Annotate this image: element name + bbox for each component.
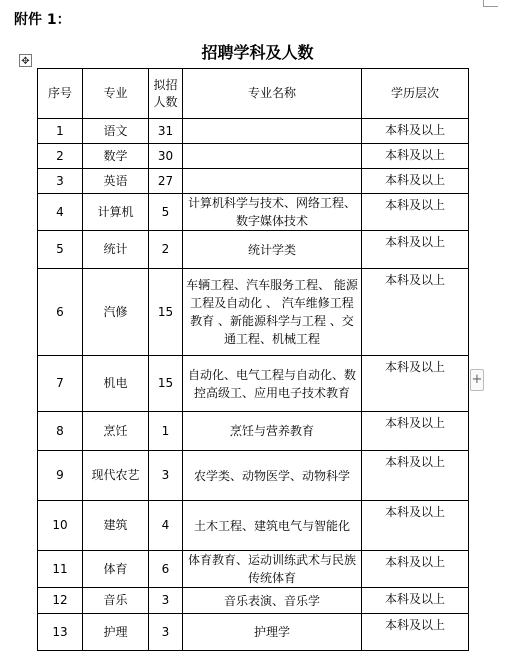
row-number: 9 (38, 451, 83, 501)
row-number: 12 (38, 588, 83, 614)
row-education: 本科及以上 (362, 356, 469, 412)
row-education: 本科及以上 (362, 144, 469, 169)
row-count: 3 (149, 588, 183, 614)
row-education: 本科及以上 (362, 614, 469, 651)
row-major-names: 护理学 (183, 614, 362, 651)
attachment-label: 附件 1： (14, 12, 71, 28)
table-row (38, 588, 469, 614)
row-major: 建筑 (83, 501, 149, 551)
page-title: 招聘学科及人数 (201, 43, 314, 62)
table-row (38, 614, 469, 651)
row-major-names: 体育教育、运动训练武术与民族传统体育 (183, 551, 362, 588)
table-row (38, 412, 469, 451)
col-header-count: 拟招人数 (149, 69, 183, 119)
row-count: 6 (149, 551, 183, 588)
row-number: 6 (38, 269, 83, 356)
row-education: 本科及以上 (362, 451, 469, 501)
row-major: 统计 (83, 231, 149, 269)
row-major: 英语 (83, 169, 149, 194)
row-major: 现代农艺 (83, 451, 149, 501)
row-number: 7 (38, 356, 83, 412)
row-education: 本科及以上 (362, 412, 469, 451)
row-education: 本科及以上 (362, 169, 469, 194)
row-education: 本科及以上 (362, 501, 469, 551)
table-row (38, 231, 469, 269)
row-count: 3 (149, 451, 183, 501)
row-education: 本科及以上 (362, 269, 469, 356)
row-education: 本科及以上 (362, 119, 469, 144)
row-count: 15 (149, 269, 183, 356)
table-move-handle-icon[interactable]: ✥ (19, 54, 32, 67)
row-major-names: 车辆工程、汽车服务工程、 能源工程及自动化 、 汽车维修工程教育 、新能源科学与工程 、交通工程、机械工程 (183, 269, 362, 356)
row-major: 护理 (83, 614, 149, 651)
row-major: 烹饪 (83, 412, 149, 451)
row-count: 2 (149, 231, 183, 269)
row-major-names (183, 169, 362, 194)
row-education: 本科及以上 (362, 194, 469, 231)
table-row (38, 501, 469, 551)
table-row (38, 269, 469, 356)
row-number: 11 (38, 551, 83, 588)
add-column-plus-icon[interactable]: + (470, 369, 484, 391)
row-major-names: 音乐表演、音乐学 (183, 588, 362, 614)
row-count: 3 (149, 614, 183, 651)
row-number: 3 (38, 169, 83, 194)
row-count: 30 (149, 144, 183, 169)
row-major-names (183, 144, 362, 169)
col-header-education: 学历层次 (362, 69, 469, 119)
row-education: 本科及以上 (362, 231, 469, 269)
row-number: 5 (38, 231, 83, 269)
row-major-names: 土木工程、建筑电气与智能化 (183, 501, 362, 551)
row-count: 4 (149, 501, 183, 551)
table-row (38, 451, 469, 501)
row-number: 4 (38, 194, 83, 231)
table-row (38, 169, 469, 194)
table-row (38, 194, 469, 231)
row-count: 15 (149, 356, 183, 412)
row-education: 本科及以上 (362, 551, 469, 588)
row-major-names: 烹饪与营养教育 (183, 412, 362, 451)
row-count: 1 (149, 412, 183, 451)
row-education: 本科及以上 (362, 588, 469, 614)
row-major: 机电 (83, 356, 149, 412)
col-header-major: 专业 (83, 69, 149, 119)
row-major-names (183, 119, 362, 144)
recruitment-table (37, 68, 469, 651)
row-major: 语文 (83, 119, 149, 144)
table-row (38, 356, 469, 412)
table-row (38, 119, 469, 144)
row-major-names: 计算机科学与技术、网络工程、数字媒体技术 (183, 194, 362, 231)
row-count: 27 (149, 169, 183, 194)
col-header-major-names: 专业名称 (183, 69, 362, 119)
row-number: 13 (38, 614, 83, 651)
row-major-names: 农学类、动物医学、动物科学 (183, 451, 362, 501)
row-number: 2 (38, 144, 83, 169)
row-major-names: 统计学类 (183, 231, 362, 269)
row-major: 体育 (83, 551, 149, 588)
row-number: 10 (38, 501, 83, 551)
row-major-names: 自动化、电气工程与自动化、数控高级工、应用电子技术教育 (183, 356, 362, 412)
table-row (38, 144, 469, 169)
row-count: 5 (149, 194, 183, 231)
row-number: 8 (38, 412, 83, 451)
table-header-row (38, 69, 469, 119)
col-header-no: 序号 (38, 69, 83, 119)
row-major: 音乐 (83, 588, 149, 614)
table-row (38, 551, 469, 588)
row-major: 数学 (83, 144, 149, 169)
row-count: 31 (149, 119, 183, 144)
page-corner-mark (483, 0, 498, 7)
row-number: 1 (38, 119, 83, 144)
row-major: 计算机 (83, 194, 149, 231)
row-major: 汽修 (83, 269, 149, 356)
